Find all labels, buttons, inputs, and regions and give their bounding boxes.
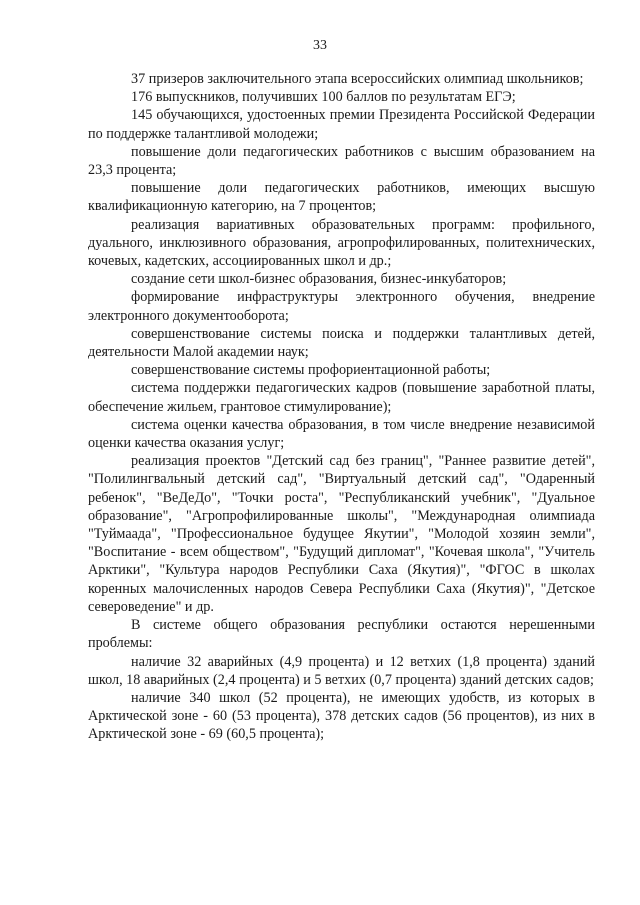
paragraph-higher-education-share: повышение доли педагогических работников с высшим образованием на 23,3 процента;: [88, 143, 595, 179]
paragraph-projects: реализация проектов "Детский сад без границ", "Раннее развитие детей", "Полилингвальный детский сад", "Виртуальный детский сад", "Одаренный ребенок", "ВеДеДо", "Точки роста", "Республиканский учебник", "Дуальное образование", "Агропрофилированные школы", "Международная олимпиада "Туймаада", "Профессиональное будущее Якутии", "Молодой хозяин земли", "Воспитание - всем обществом", "Будущий дипломат", "Кочевая школа", "Учитель Арктики", "Культура народов Республики Саха (Якутия)", "ФГОС в школах коренных малочисленных народов Севера Республики Саха (Якутия)", "Детское североведение" и др.: [88, 453, 595, 615]
paragraph-quality-assessment: система оценки качества образования, в том числе внедрение независимой оценки качества оказания услуг;: [88, 416, 595, 452]
paragraph-career-guidance: совершенствование системы профориентационной работы;: [131, 362, 491, 379]
document-body: [88, 70, 595, 744]
paragraph-teacher-support: система поддержки педагогических кадров (повышение заработной платы, обеспечение жильем, грантовое стимулирование);: [88, 380, 595, 415]
paragraph-qualification-share: повышение доли педагогических работников, имеющих высшую квалификационную категорию, на 7 процентов;: [88, 180, 595, 215]
paragraph-unresolved-problems: В системе общего образования республики остаются нерешенными проблемы:: [88, 617, 595, 652]
paragraph-business-schools: создание сети школ-бизнес образования, бизнес-инкубаторов;: [131, 271, 507, 288]
paragraph-olympiad-winners: 37 призеров заключительного этапа всероссийских олимпиад школьников;: [131, 71, 584, 87]
paragraph-e-learning: формирование инфраструктуры электронного обучения, внедрение электронного документооборота;: [88, 289, 595, 324]
page-number: 33: [313, 38, 327, 53]
paragraph-talented-children: совершенствование системы поиска и поддержки талантливых детей, деятельности Малой академии наук;: [88, 325, 595, 361]
paragraph-variative-programs: реализация вариативных образовательных программ: профильного, дуального, инклюзивного образования, агропрофилированных, политехнических, кочевых, кадетских, ассоциированных школ и др.;: [88, 216, 595, 270]
paragraph-ege-100: 176 выпускников, получивших 100 баллов по результатам ЕГЭ;: [131, 89, 516, 106]
paragraph-emergency-buildings: наличие 32 аварийных (4,9 процента) и 12 ветхих (1,8 процента) зданий школ, 18 аварийных (2,4 процента) и 5 ветхих (0,7 процента) зданий детских садов;: [88, 653, 595, 688]
paragraph-schools-without-amenities: наличие 340 школ (52 процента), не имеющих удобств, из которых в Арктической зоне - 60 (53 процента), 378 детских садов (56 процентов), из них в Арктической зоне - 69 (60,5 процента);: [88, 689, 595, 743]
paragraph-president-award: 145 обучающихся, удостоенных премии Президента Российской Федерации по поддержке талантливой молодежи;: [88, 107, 595, 142]
